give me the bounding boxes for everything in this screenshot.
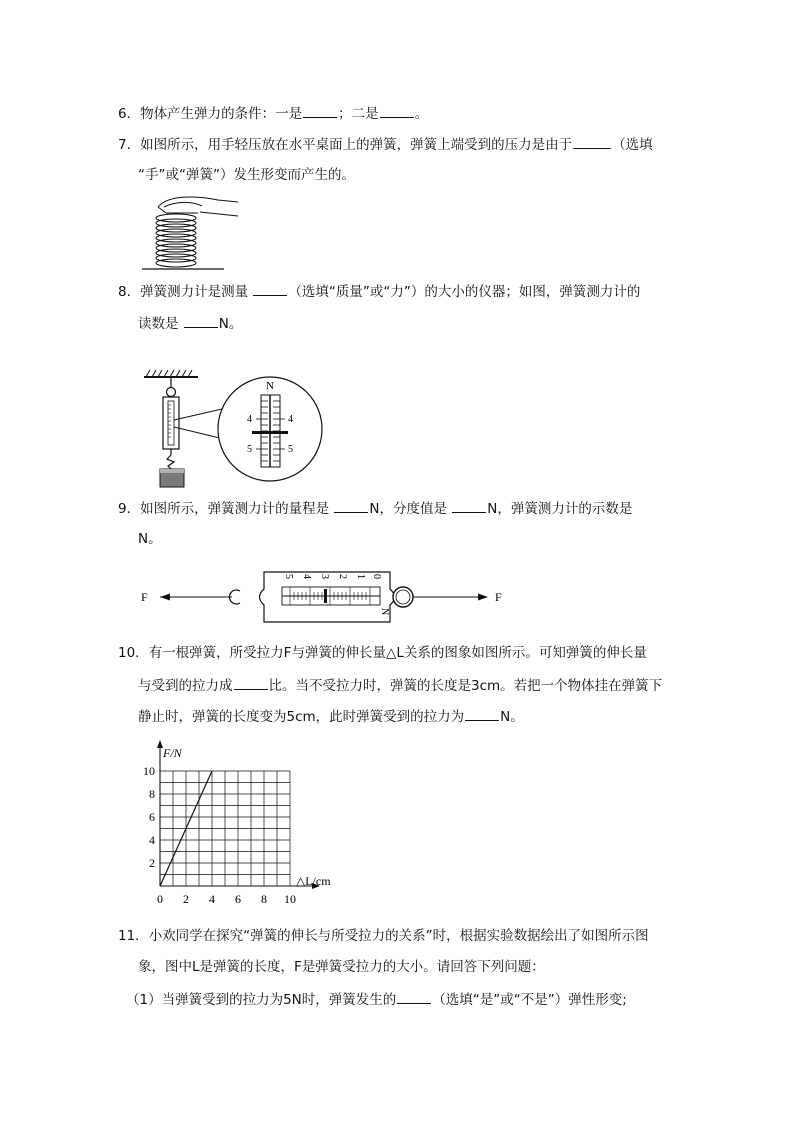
x-tick-label: 2 (183, 892, 189, 906)
ring (167, 388, 176, 397)
q10-line-2 (138, 675, 662, 696)
scale-label-1: 1 (355, 574, 366, 579)
q6-blank-2[interactable] (380, 103, 414, 118)
q10-text-3: 比。当不受拉力时，弹簧的长度是3cm。若把一个物体挂在弹簧下 (268, 678, 663, 694)
q7-line-2: “手”或“弹簧”）发生形变而产生的。 (138, 167, 355, 183)
scale-label-4: 4 (301, 574, 312, 579)
q7-text-2: （选填 (612, 137, 653, 153)
q11-part-1-text-2: （选填“是”或“不是”）弹性形变; (432, 992, 627, 1008)
x-tick-label: 0 (157, 892, 163, 906)
tick-5-left: 5 (247, 444, 252, 455)
q9-text-3: N，弹簧测力计的示数是 (487, 501, 633, 517)
q11-blank-1[interactable] (397, 989, 431, 1004)
q8-line-2 (138, 313, 242, 334)
q10-blank-2[interactable] (465, 706, 499, 721)
q9-text-1: 如图所示，弹簧测力计的量程是 (140, 501, 334, 517)
chart-axes (157, 740, 320, 889)
arrow-left (160, 594, 170, 601)
q6-number: 6． (118, 106, 141, 122)
y-tick-label: 4 (149, 833, 155, 847)
y-tick-label: 8 (149, 787, 155, 801)
q10-text-5: N。 (500, 709, 524, 725)
q8-text-3: 读数是 (138, 316, 183, 332)
arrow-right (478, 594, 488, 601)
scale-label-3: 3 (319, 574, 330, 579)
q10-text-1: 有一根弹簧，所受拉力F与弹簧的伸长量△L关系的图象如图所示。可知弹簧的伸长量 (148, 645, 647, 661)
q9-line-2: N。 (138, 531, 162, 547)
chart-ticks (143, 764, 296, 906)
q11-number: 11． (118, 928, 149, 944)
q10-line-1 (118, 643, 647, 663)
y-axis-label: F/N (163, 746, 182, 760)
hanging-spring-scale-figure (138, 363, 332, 493)
y-tick-label: 6 (149, 810, 155, 824)
x-tick-label: 8 (261, 892, 267, 906)
q11-part-1 (126, 989, 627, 1010)
q8-blank-2[interactable] (184, 313, 218, 328)
q8-text-2: （选填“质量”或“力”）的大小的仪器；如图，弹簧测力计的 (288, 284, 641, 300)
q8-number: 8． (118, 284, 141, 300)
q7-line-1 (118, 134, 653, 155)
q10-text-4: 静止时，弹簧的长度变为5cm，此时弹簧受到的拉力为 (138, 709, 465, 725)
q9-blank-1[interactable] (334, 498, 368, 513)
q11-text-1: 小欢同学在探究“弹簧的伸长与所受拉力的关系”时，根据实验数据绘出了如图所示图 (148, 928, 649, 944)
q9-line-1 (118, 498, 632, 519)
horizontal-spring-scale-figure (138, 564, 508, 634)
hook (167, 455, 174, 469)
tick-4-right: 4 (288, 414, 293, 425)
q7-number: 7． (118, 137, 141, 153)
y-tick-label: 2 (149, 856, 155, 870)
q11-line-1 (118, 926, 649, 946)
spring-coils (156, 214, 196, 267)
x-tick-label: 6 (235, 892, 241, 906)
tick-4-left: 4 (247, 414, 252, 425)
q6-line (118, 103, 428, 124)
q9-number: 9． (118, 501, 141, 517)
x-axis-label: △L/cm (296, 874, 331, 888)
q7-blank[interactable] (573, 134, 611, 149)
hand-spring-figure (138, 188, 244, 272)
force-right-label: F (495, 590, 502, 604)
q8-text-1: 弹簧测力计是测量 (140, 284, 253, 300)
chart-grid (160, 771, 290, 886)
hand-wrist (200, 212, 238, 216)
scale-label-0: 0 (371, 574, 382, 579)
q6-text-3: 。 (414, 106, 429, 122)
q9-blank-2[interactable] (452, 498, 486, 513)
scale-label-2: 2 (337, 574, 348, 579)
q8-text-4: N。 (218, 316, 243, 332)
y-tick-label: 10 (143, 764, 155, 778)
pointer (252, 431, 288, 434)
q6-text-2: ；二是 (338, 106, 379, 122)
q10-blank-1[interactable] (234, 675, 268, 690)
x-tick-label: 10 (284, 892, 296, 906)
q8-line-1 (118, 281, 640, 302)
q6-blank-1[interactable] (303, 103, 337, 118)
q10-line-3 (138, 706, 524, 727)
scale-label-5: 5 (283, 574, 294, 579)
force-left-label: F (141, 590, 148, 604)
q11-line-2: 象，图中L是弹簧的长度，F是弹簧受拉力的大小。请回答下列问题： (138, 959, 545, 975)
q11-part-1-text-1: （1）当弹簧受到的拉力为5N时，弹簧发生的 (126, 992, 397, 1008)
tick-5-right: 5 (288, 444, 293, 455)
q9-text-2: N，分度值是 (369, 501, 452, 517)
q6-text-1: 物体产生弹力的条件：一是 (140, 106, 303, 122)
x-tick-label: 4 (209, 892, 215, 906)
scale-pointer (324, 589, 327, 603)
q8-blank-1[interactable] (253, 281, 287, 296)
force-extension-chart (138, 738, 348, 910)
q7-text-1: 如图所示，用手轻压放在水平桌面上的弹簧，弹簧上端受到的压力是由于 (140, 137, 573, 153)
hand-outline (158, 197, 238, 207)
q10-text-2: 与受到的拉力成 (138, 678, 233, 694)
q10-number: 10． (118, 645, 149, 661)
scale-unit: N (379, 608, 390, 616)
zoom-unit: N (266, 380, 274, 392)
hand-finger (164, 202, 202, 207)
